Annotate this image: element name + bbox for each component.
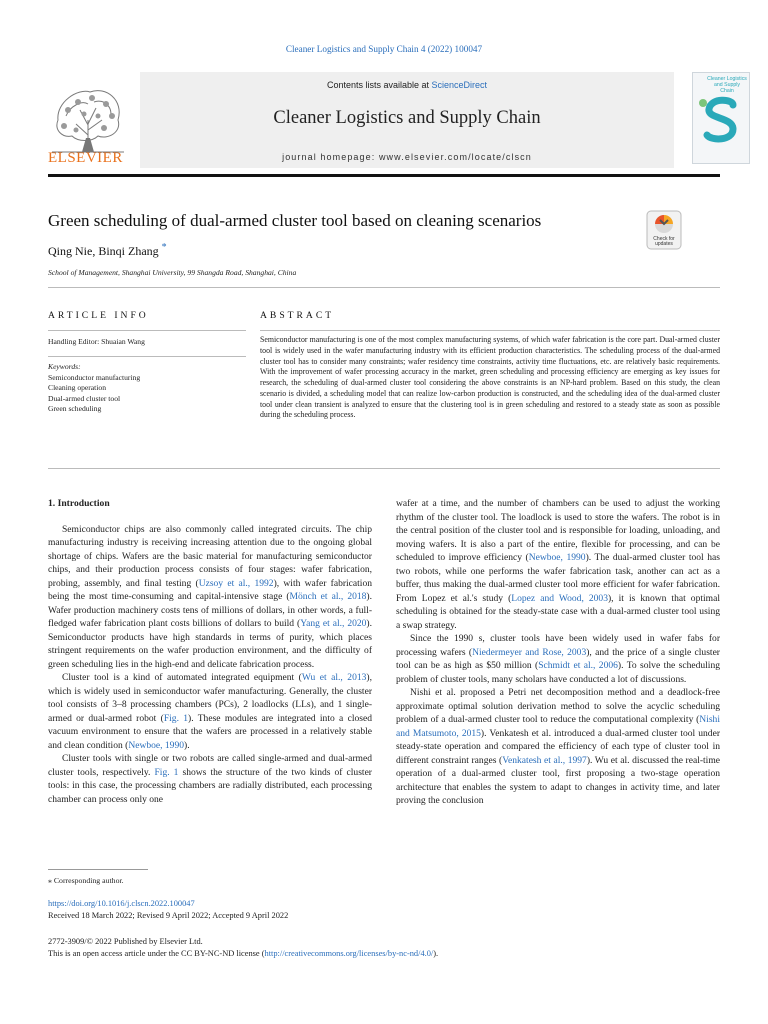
journal-homepage[interactable]: journal homepage: www.elsevier.com/locate/clscn [282,152,532,162]
corresponding-author-marker[interactable]: * [161,242,167,253]
contents-available-line [140,80,674,90]
citation-link[interactable]: Lopez and Wood, 2003 [511,592,608,604]
svg-text:Check for: Check for [653,236,675,242]
abstract-text: Semiconductor manufacturing is one of the most complex manufacturing systems, of which wafer fabrication is the core part. Dual-armed cluster tool is widely used in the wafer manufacturing industry with its efficient production characteristics. The scheduling process of the dual-armed cluster tool has to consider many constraints; wafer residency time constraints, activity time fluctuations, etc. are relatively basic requirements. With the improvement of wafer processing accuracy in the market, green scheduling and processing efficiency are emerging as key issues for research, the scheduling of dual-armed cluster tool considering the above constraints is an NP-hard problem. Based on this study, the clean scenario is divided, a scheduling model that can realize low-carbon production is constructed, and the scheduling idea of the dual-armed cluster tool under clean transient is analyzed to ensure that the clustering tool is in green scheduling and restored to a steady state as soon as possible during the scheduling process. [260,335,720,420]
doi-link[interactable]: https://doi.org/10.1016/j.clscn.2022.100047 [48,899,195,908]
text-run: ), and the price of a single cluster tool can be as high as $50 million ( [396,646,720,671]
citation-link[interactable]: Schmidt et al., 2006 [538,660,618,671]
check-for-updates-icon[interactable] [646,210,682,250]
cover-s-logo-icon [693,73,749,163]
banner-divider [48,174,720,177]
text-run: ). Wafer production machinery costs tens of millions of dollars, in other words, a full-fledged wafer fabrication plant costs billions of dollars to build ( [48,591,372,629]
author-list [48,242,167,259]
text-run: ). [184,739,190,751]
article-title: Green scheduling of dual-armed cluster tool based on cleaning scenarios [48,211,542,230]
divider [48,468,720,469]
citation-link[interactable]: Uzsoy et al., 1992 [198,577,274,589]
article-info-label: ARTICLE INFO [48,310,149,321]
text-run: shows the structure of the two kinds of cluster tools: in this case, the processing chambers are radially distributed, each processing chamber can process only one [48,766,372,805]
footnote-divider [48,869,148,870]
text-run: ). Semiconductor products have high standards in terms of purity, which places stringent requirements on the wafer production environment, and the difficulty of green scheduling lies in the high-end and delicate fabrication process. [48,618,372,670]
paragraph [396,632,720,686]
text-run: ), which is widely used in semiconductor wafer manufacturing. Generally, the cluster tool consists of 3–8 processing chambers (PCs), 2 loadlocks (LLs), and 1 single-armed or dual-armed robot ( [48,672,372,724]
text-run: ), with wafer fabrication being the most time-consuming and capital-intensive stage ( [48,577,373,602]
text-run: ). To solve the scheduling problem of cluster tools, many scholars have conducted a lot of discussions. [396,660,720,685]
text-run: Cluster tool is a kind of automated integrated equipment ( [62,672,302,683]
citation-link[interactable]: Wu et al., 2013 [301,672,367,683]
paragraph [396,686,720,808]
paragraph [48,523,372,672]
keyword-item: Semiconductor manufacturing [48,372,141,382]
svg-text:updates: updates [655,241,673,247]
issn-copyright: 2772-3909/© 2022 Published by Elsevier Ltd. [48,937,203,946]
text-run: Nishi et al. proposed a Petri net decomposition method and a deadlock-free approximate optimal solution derivation method to solve the acyclic scheduling problem of a dual-armed cluster tool to reduce the computational complexity ( [396,687,720,725]
journal-name: Cleaner Logistics and Supply Chain [273,108,541,128]
citation-link[interactable]: Newboe, 1990 [128,739,185,751]
cover-title: Cleaner Logistics and Supply Chain [707,76,747,94]
text-run: ). Venkatesh et al. introduced a dual-armed cluster tool under steady-state operation and compared the efficiency of each type of cluster tool in different constraint ranges ( [396,727,720,766]
license-suffix: ). [433,949,439,958]
text-run: ), it is known that optimal scheduling is obtained for the steady-state case with a dual-armed cluster tool using a swap strategy. [396,592,720,631]
keyword-item: Cleaning operation [48,383,106,392]
publisher-name: ELSEVIER [48,150,123,166]
journal-banner [48,70,747,172]
citation-link[interactable]: Nishi and Matsumoto, 2015 [396,714,720,739]
license-prefix: This is an open access article under the CC BY-NC-ND license ( [48,949,265,958]
text-run: Semiconductor chips are also commonly called integrated circuits. The chip manufacturing industry is receiving increasing attention due to the ongoing global shortage of chips. Wafers are the basic material for manufacturing semiconductor chips, and their production process consists of four stages: wafer fabrication, probing, assembly, and final testing ( [48,523,372,589]
divider [260,330,720,331]
citation-link[interactable]: Yang et al., 2020 [300,618,367,629]
paragraph [48,752,372,806]
body-column-left [48,497,372,806]
figure-link[interactable]: Fig. 1 [163,712,189,724]
keyword-item: Dual-armed cluster tool [48,393,121,403]
journal-cover-thumbnail [692,72,750,164]
keywords-block [48,362,140,415]
footnote: ⁎ Corresponding author. [48,876,124,885]
section-heading: 1. Introduction [48,498,110,509]
handling-editor: Handling Editor: Shuaian Wang [48,337,145,346]
text-run: ). The dual-armed cluster tool has two robots, while one performs the wafer fabrication task, another can act as a buffer, thus making the dual-armed cluster tool more efficient for wafer fabrication. From Lopez et al.'s study ( [396,552,720,604]
divider [48,330,246,331]
body-column-right [396,497,720,808]
paragraph [396,497,720,632]
contents-prefix: Contents lists available at [326,80,432,90]
text-run: ). Wu et al. discussed the real-time operation of a dual-armed cluster tool, first proposing a two-stage operation architecture that enables the system to adapt to changes in activity time, and later proving the conclusion [396,754,720,806]
divider [48,287,720,288]
divider [48,356,246,357]
text-run: Cluster tools with single or two robots are called single-armed and dual-armed cluster tools, respectively. [48,753,372,778]
journal-info-box [140,72,674,168]
keywords-heading: Keywords: [48,362,81,371]
text-run: wafer at a time, and the number of chambers can be used to adjust the working rhythm of the cluster tool. The loadlock is used to store the wafers. The robot is in the central position of the cluster tool and is responsible for loading, unloading, and moving wafers. It is also a part of the entire, flexible for processing, and can be scheduled to improve efficiency ( [396,498,720,563]
abstract-label: ABSTRACT [260,310,335,321]
text-run: Since the 1990 s, cluster tools have been widely used in wafer fabs for processing wafers ( [396,633,720,658]
citation-link[interactable]: Niedermeyer and Rose, 2003 [472,646,587,658]
license-link[interactable]: http://creativecommons.org/licenses/by-nc-nd/4.0/ [264,949,434,958]
author-names: Qing Nie, Binqi Zhang [48,244,159,258]
citation-link[interactable]: Mönch et al., 2018 [289,591,367,602]
author-affiliation: School of Management, Shanghai University, 99 Shangda Road, Shanghai, China [48,268,297,277]
citation-link[interactable]: Newboe, 1990 [528,552,586,563]
license-line [48,949,438,958]
citation-link[interactable]: Venkatesh et al., 1997 [502,754,587,766]
keyword-item: Green scheduling [48,404,102,413]
text-run: ). These modules are integrated into a closed vacuum environment to ensure that the wafers are processed in a relatively stable and clean condition ( [48,712,372,751]
figure-link[interactable]: Fig. 1 [154,766,179,778]
received-dates: Received 18 March 2022; Revised 9 April 2022; Accepted 9 April 2022 [48,911,289,920]
paragraph [48,671,372,752]
sciencedirect-link[interactable]: ScienceDirect [431,80,488,90]
running-header[interactable]: Cleaner Logistics and Supply Chain 4 (2022) 100047 [285,44,483,54]
